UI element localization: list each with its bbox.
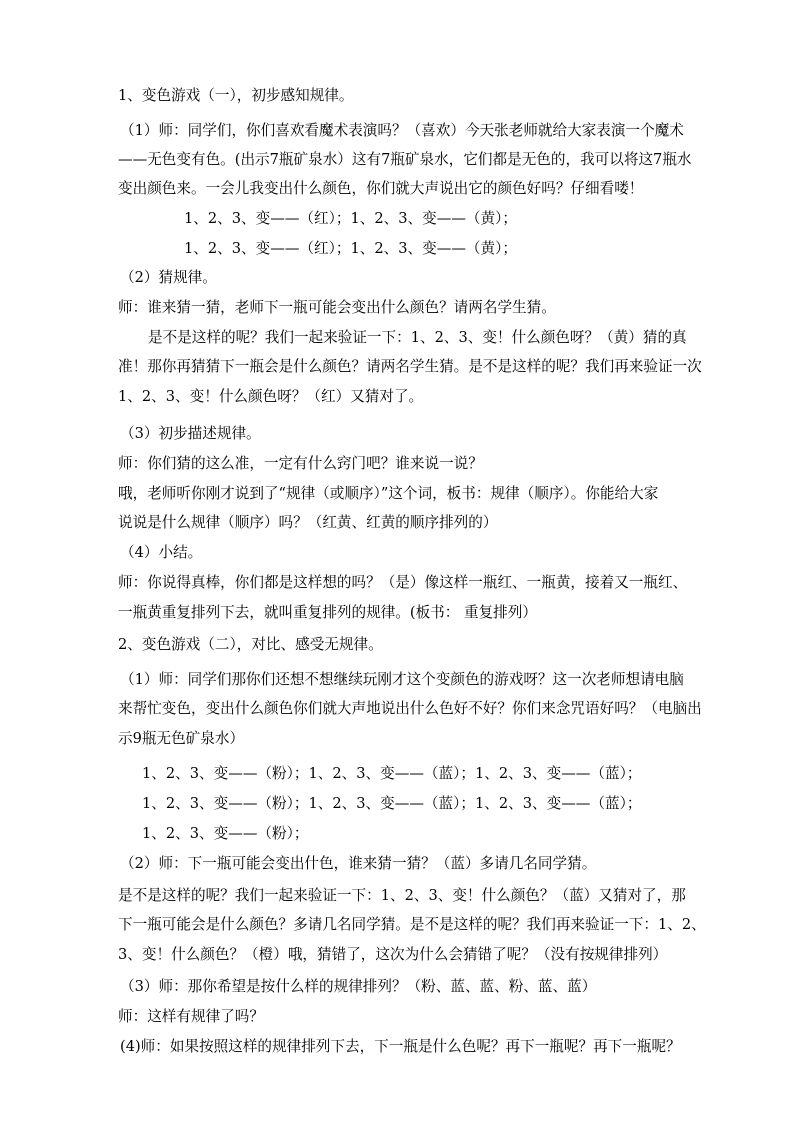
paragraph-line: 师：你说得真棒，你们都是这样想的吗？（是）像这样一瓶红、一瓶黄，接着又一瓶红、 <box>118 574 688 591</box>
paragraph-line: 示9瓶无色矿泉水） <box>118 730 245 747</box>
paragraph-line: 3、变！什么颜色？（橙）哦，猜错了，这次为什么会猜错了呢？（没有按规律排列） <box>118 946 668 963</box>
paragraph-line: （3）师：那你希望是按什么样的规律排列？（粉、蓝、蓝、粉、蓝、蓝） <box>120 978 597 995</box>
paragraph-line: （2）师：下一瓶可能会变出什色，谁来猜一猜？（蓝）多请几名同学猜。 <box>120 855 597 872</box>
paragraph-line: 变出颜色来。一会儿我变出什么颜色，你们就大声说出它的颜色好吗？仔细看喽！ <box>118 180 644 197</box>
paragraph-line: 准！那你再猜猜下一瓶会是什么颜色？请两名学生猜。是不是这样的呢？我们再来验证一次 <box>118 358 702 375</box>
subheading: （2）猜规律。 <box>120 269 217 286</box>
paragraph-line: 是不是这样的呢？我们一起来验证一下：1、2、3、变！什么颜色？（蓝）又猜对了，那 <box>118 887 686 904</box>
paragraph-line: 师：你们猜的这么准，一定有什么窍门吧？谁来说一说？ <box>118 455 483 472</box>
paragraph-line: 1、2、3、变——（粉）；1、2、3、变——（蓝）；1、2、3、变——（蓝）； <box>142 765 642 782</box>
section-2-heading: 2、变色游戏（二），对比、感受无规律。 <box>118 636 383 653</box>
paragraph-line: 说说是什么规律（顺序）吗？（红黄、红黄的顺序排列的） <box>118 514 498 531</box>
paragraph-line: ——无色变有色。(出示7瓶矿泉水）这有7瓶矿泉水，它们都是无色的，我可以将这7瓶水 <box>118 151 692 168</box>
paragraph-line: (4)师：如果按照这样的规律排列下去，下一瓶是什么色呢？再下一瓶呢？再下一瓶呢？ <box>120 1038 681 1055</box>
paragraph-line: 1、2、3、变——（粉）；1、2、3、变——（蓝）；1、2、3、变——（蓝）； <box>142 795 642 812</box>
paragraph-line: 师：谁来猜一猜，老师下一瓶可能会变出什么颜色？请两名学生猜。 <box>118 299 556 316</box>
paragraph-line: 来帮忙变色，变出什么颜色你们就大声地说出什么色好不好？你们来念咒语好吗？（电脑出 <box>118 700 702 717</box>
paragraph-line: 下一瓶可能会是什么颜色？多请几名同学猜。是不是这样的呢？我们再来验证一下：1、2、 <box>118 916 706 933</box>
paragraph-line: 是不是这样的呢？我们一起来验证一下：1、2、3、变！什么颜色呀？（黄）猜的真 <box>148 329 687 346</box>
paragraph-line: 1、2、3、变——（红）；1、2、3、变——（黄）； <box>184 210 517 227</box>
subheading: （3）初步描述规律。 <box>120 425 261 442</box>
paragraph-line: 1、2、3、变——（粉）； <box>142 825 309 842</box>
paragraph-line: 1、2、3、变——（红）；1、2、3、变——（黄）； <box>184 240 517 257</box>
paragraph-line: 哦，老师听你刚才说到了“规律（或顺序）”这个词，板书：规律（顺序）。你能给大家 <box>118 485 659 502</box>
subheading: （4）小结。 <box>120 544 203 561</box>
paragraph-line: 1、2、3、变！什么颜色呀？（红）又猜对了。 <box>118 388 424 405</box>
paragraph-line: 一瓶黄重复排列下去，就叫重复排列的规律。(板书： 重复排列） <box>118 604 537 621</box>
section-1-heading: 1、变色游戏（一），初步感知规律。 <box>118 87 354 104</box>
paragraph-line: （1）师：同学们，你们喜欢看魔术表演吗？（喜欢）今天张老师就给大家表演一个魔术 <box>120 122 684 139</box>
paragraph-line: 师：这样有规律了吗？ <box>118 1008 264 1025</box>
paragraph-line: （1）师：同学们那你们还想不想继续玩刚才这个变颜色的游戏呀？这一次老师想请电脑 <box>120 671 684 688</box>
